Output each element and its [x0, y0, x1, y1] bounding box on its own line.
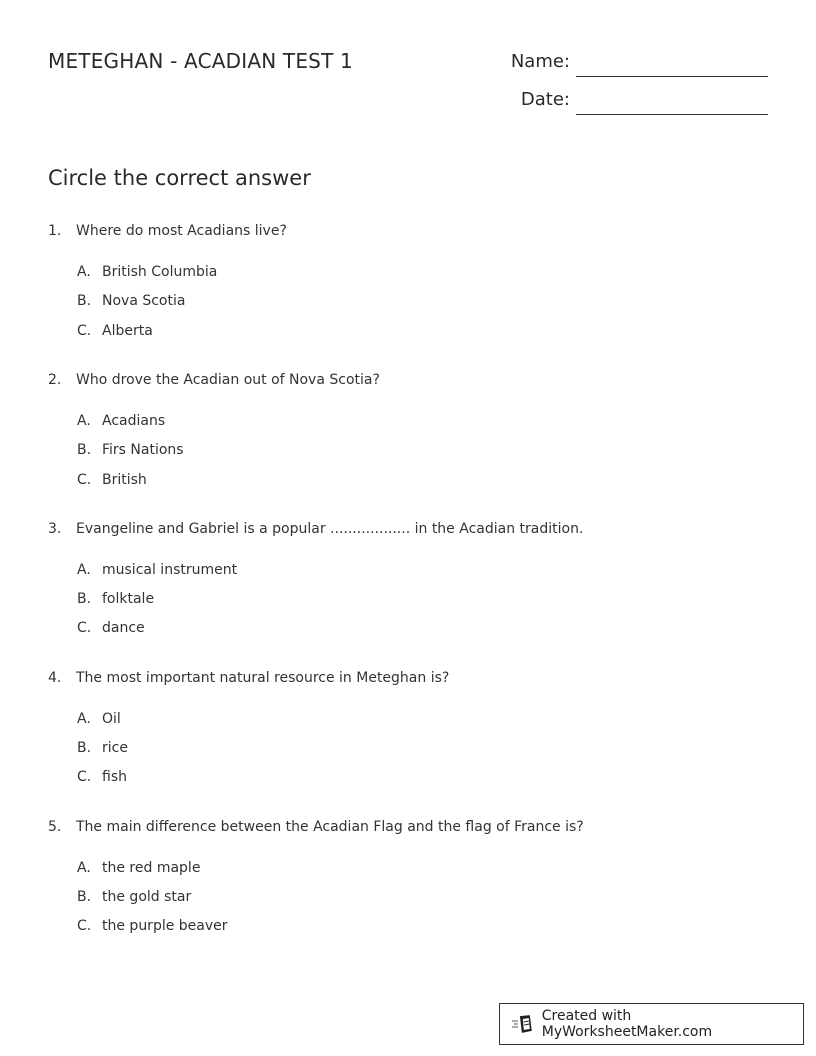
option-letter: B.: [77, 293, 92, 309]
option-text: dance: [102, 620, 145, 636]
option-text: the red maple: [102, 860, 201, 876]
question-number: 2.: [48, 372, 62, 388]
date-blank-line[interactable]: [576, 114, 768, 115]
option-text: Firs Nations: [102, 442, 184, 458]
date-label: Date:: [520, 89, 570, 110]
option-letter: C.: [77, 918, 92, 934]
option-text: the purple beaver: [102, 918, 228, 934]
name-blank-line[interactable]: [576, 76, 768, 77]
question-text: The most important natural resource in Meteghan is?: [76, 670, 450, 686]
option-letter: A.: [77, 860, 91, 876]
option-4b[interactable]: [77, 740, 128, 756]
option-letter: A.: [77, 264, 91, 280]
option-text: the gold star: [102, 889, 192, 905]
option-letter: B.: [77, 740, 92, 756]
created-with-badge[interactable]: [499, 1003, 804, 1045]
question-number: 3.: [48, 521, 62, 537]
instructions-heading: Circle the correct answer: [48, 166, 311, 190]
option-5c[interactable]: [77, 918, 228, 934]
option-text: musical instrument: [102, 562, 238, 578]
option-5a[interactable]: [77, 860, 200, 876]
option-1a[interactable]: [77, 264, 217, 280]
date-field[interactable]: [490, 89, 770, 119]
option-letter: B.: [77, 442, 92, 458]
option-2a[interactable]: [77, 413, 165, 429]
option-1b[interactable]: [77, 293, 185, 309]
option-letter: C.: [77, 769, 92, 785]
question-text: Evangeline and Gabriel is a popular .................. in the Acadian tradition.: [76, 521, 584, 537]
option-text: fish: [102, 769, 127, 785]
option-letter: A.: [77, 413, 91, 429]
option-letter: B.: [77, 591, 92, 607]
option-letter: A.: [77, 562, 91, 578]
option-4a[interactable]: [77, 711, 121, 727]
question-number: 1.: [48, 223, 62, 239]
option-text: Acadians: [102, 413, 166, 429]
option-letter: C.: [77, 323, 92, 339]
name-field[interactable]: [490, 51, 770, 81]
question-number: 5.: [48, 819, 62, 835]
option-letter: B.: [77, 889, 92, 905]
option-3b[interactable]: [77, 591, 154, 607]
option-3c[interactable]: [77, 620, 145, 636]
option-2c[interactable]: [77, 472, 147, 488]
option-4c[interactable]: [77, 769, 127, 785]
option-text: British: [102, 472, 147, 488]
option-text: rice: [102, 740, 128, 756]
option-3a[interactable]: [77, 562, 237, 578]
question-text: Where do most Acadians live?: [76, 223, 287, 239]
question-number: 4.: [48, 670, 62, 686]
option-text: Oil: [102, 711, 121, 727]
name-label: Name:: [510, 51, 570, 72]
option-letter: C.: [77, 620, 92, 636]
footer-text: Created with MyWorksheetMaker.com: [541, 1008, 713, 1040]
option-2b[interactable]: [77, 442, 184, 458]
option-text: Nova Scotia: [102, 293, 186, 309]
option-1c[interactable]: [77, 323, 153, 339]
worksheet-maker-logo-icon: [512, 1014, 534, 1034]
page-title: METEGHAN - ACADIAN TEST 1: [48, 49, 353, 73]
option-text: Alberta: [102, 323, 153, 339]
question-text: The main difference between the Acadian Flag and the flag of France is?: [76, 819, 584, 835]
question-text: Who drove the Acadian out of Nova Scotia?: [76, 372, 380, 388]
option-letter: C.: [77, 472, 92, 488]
option-5b[interactable]: [77, 889, 191, 905]
option-text: folktale: [102, 591, 155, 607]
option-text: British Columbia: [102, 264, 218, 280]
option-letter: A.: [77, 711, 91, 727]
